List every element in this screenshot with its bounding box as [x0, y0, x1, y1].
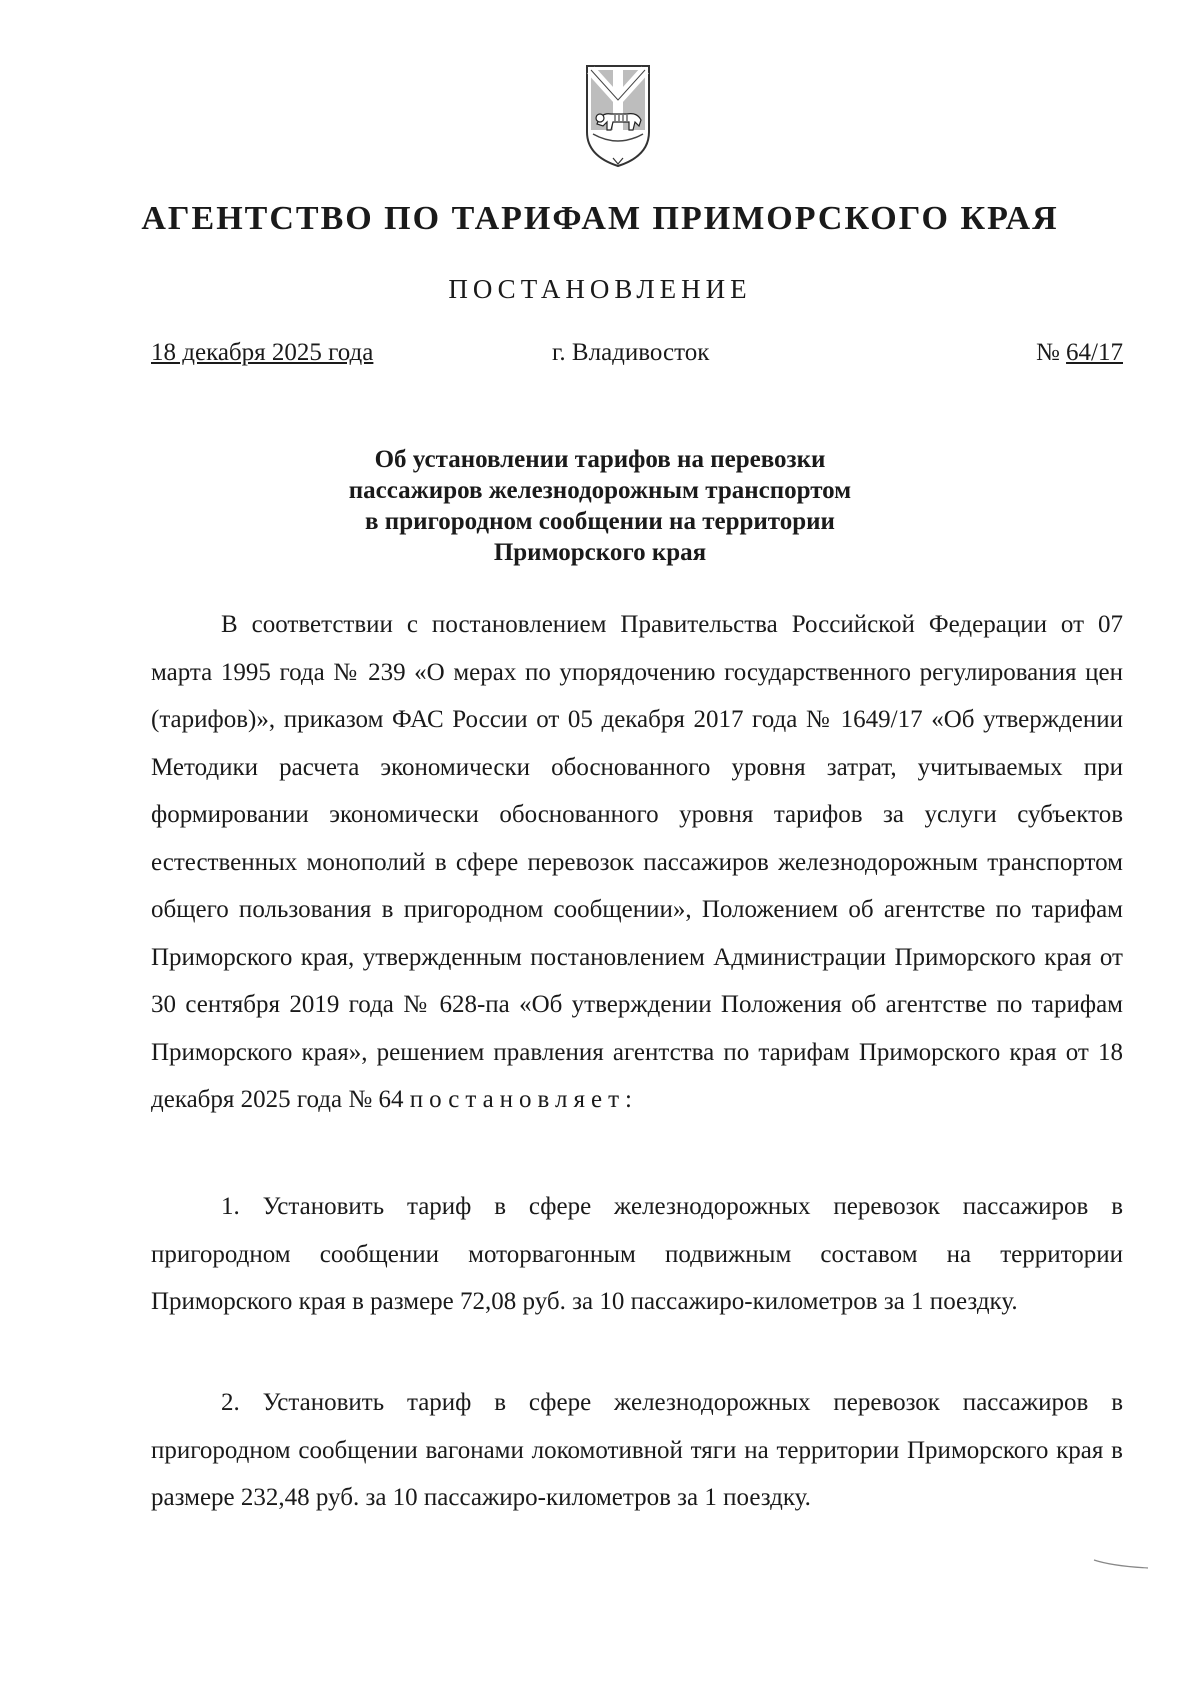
agency-name: АГЕНТСТВО ПО ТАРИФАМ ПРИМОРСКОГО КРАЯ: [141, 200, 1059, 237]
document-type: ПОСТАНОВЛЕНИЕ: [448, 274, 752, 304]
document-title: [0, 444, 1200, 568]
document-city: г. Владивосток: [552, 339, 710, 366]
title-line: Приморского края: [493, 539, 707, 566]
item-2-paragraph: 2. Установить тариф в сфере железнодорожных перевозок пассажиров в пригородном сообщении вагонами локомотивной тяги на территории Приморского края в размере 232,48 руб. за 10 пассажиро-километров за 1 поездку.: [151, 1389, 1123, 1511]
title-line: пассажиров железнодорожным транспортом: [348, 477, 852, 504]
pen-mark-icon: [1092, 1556, 1152, 1576]
title-line: в пригородном сообщении на территории: [365, 508, 835, 535]
item-2-block: [151, 1379, 1123, 1522]
preamble-paragraph: [151, 601, 1123, 1124]
preamble-text: В соответствии с постановлением Правительства Российской Федерации от 07 марта 1995 года № 239 «О мерах по упорядочению государственного регулирования цен (тарифов)», приказом ФАС России от 05 декабря 2017 года № 1649/17 «Об утверждении Методики расчета экономически обоснованного уровня затрат, учитываемых при формировании экономически обоснованного уровня тарифов за услуги субъектов естественных монополий в сфере перевозок пассажиров железнодорожным транспортом общего пользования в пригородном сообщении», Положением об агентстве по тарифам Приморского края, утвержденным постановлением Администрации Приморского края от 30 сентября 2019 года № 628-па «Об утверждении Положения об агентстве по тарифам Приморского края», решением правления агентства по тарифам Приморского края от 18 декабря 2025 года № 64: [151, 611, 1123, 1113]
title-line: Об установлении тарифов на перевозки: [374, 446, 826, 473]
preamble-block: [151, 601, 1123, 1124]
item-1-block: [151, 1183, 1123, 1326]
document-number-value: 64/17: [1066, 339, 1123, 366]
item-1-paragraph: 1. Установить тариф в сфере железнодорожных перевозок пассажиров в пригородном сообщении моторвагонным подвижным составом на территории Приморского края в размере 72,08 руб. за 10 пассажиро-километров за 1 поездку.: [151, 1193, 1123, 1315]
document-number: [1036, 339, 1123, 367]
document-meta: [0, 339, 1200, 375]
document-date: 18 декабря 2025 года: [151, 339, 374, 366]
decree-word: постановляет:: [409, 1086, 638, 1113]
document-number-prefix: №: [1035, 339, 1067, 366]
coat-of-arms-icon: [583, 60, 653, 170]
